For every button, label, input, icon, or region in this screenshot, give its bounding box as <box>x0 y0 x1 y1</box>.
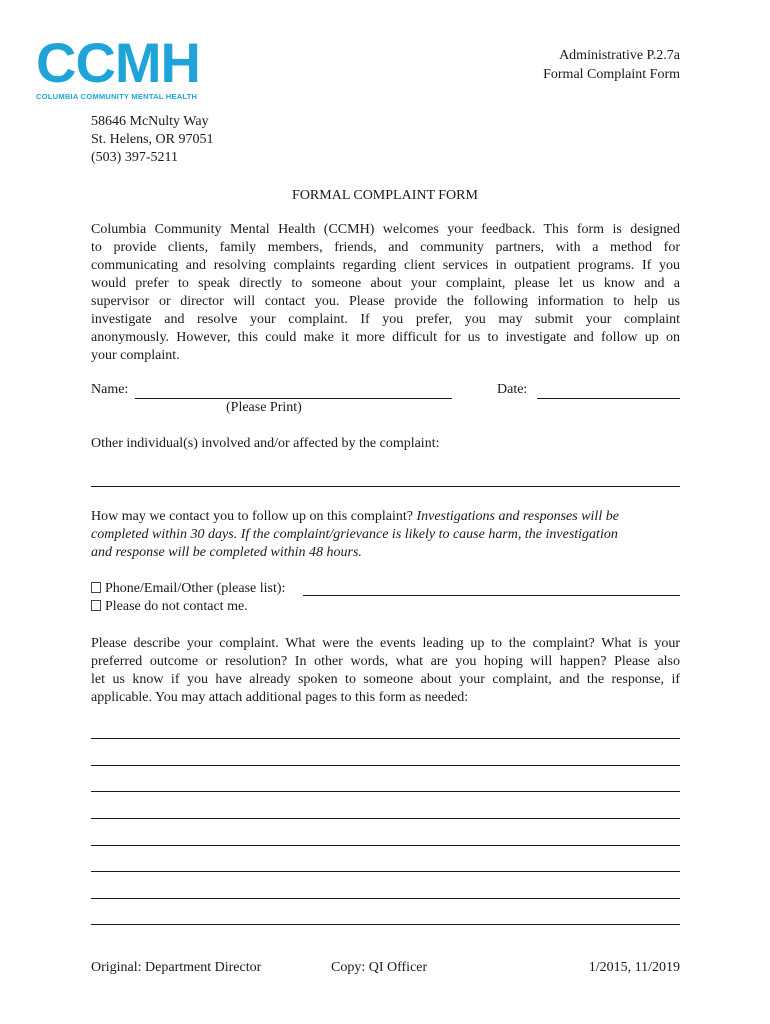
no-contact-checkbox[interactable] <box>91 600 101 611</box>
description-line[interactable] <box>91 791 680 792</box>
ccmh-logo <box>36 31 200 106</box>
option-no-contact-label: Please do not contact me. <box>105 599 248 614</box>
describe-paragraph <box>91 635 680 707</box>
describe-line: applicable. You may attach additional pages to this form as needed: <box>91 690 469 705</box>
footer-copy: Copy: QI Officer <box>331 960 428 975</box>
address-phone: (503) 397-5211 <box>91 150 178 165</box>
intro-line: investigate and resolve your complaint. If you prefer, you may submit your complaint <box>91 312 680 327</box>
describe-line: Please describe your complaint. What were the events leading up to the complaint? What is your <box>91 636 680 651</box>
contact-note-3: and response will be completed within 48 hours. <box>91 545 362 560</box>
option-no-contact-row <box>91 598 285 616</box>
intro-line: your complaint. <box>91 348 180 363</box>
name-field[interactable] <box>135 398 452 399</box>
option-contact-row <box>91 580 285 598</box>
name-hint: (Please Print) <box>226 400 302 415</box>
contact-checkbox[interactable] <box>91 582 101 593</box>
contact-options <box>91 580 285 616</box>
intro-line: would prefer to speak directly to someone about your complaint, please let us know and a <box>91 276 680 291</box>
contact-question-block <box>91 508 680 562</box>
date-field[interactable] <box>537 398 680 399</box>
others-field[interactable] <box>91 486 680 487</box>
intro-line: anonymously. However, this could make it more difficult for us to investigate and follow up on <box>91 330 680 345</box>
footer-dates: 1/2015, 11/2019 <box>588 960 680 975</box>
address-street: 58646 McNulty Way <box>91 114 209 129</box>
intro-line: to provide clients, family members, friends, and community partners, with a method for <box>91 240 680 255</box>
date-label: Date: <box>497 382 528 397</box>
logo-tagline: COLUMBIA COMMUNITY MENTAL HEALTH <box>36 92 198 101</box>
document-header <box>543 46 680 84</box>
describe-line: preferred outcome or resolution? In other words, what are you hoping will happen? Please also <box>91 654 680 669</box>
name-label: Name: <box>91 382 129 397</box>
intro-line: communicating and resolving complaints regarding client services in outpatient programs. If you <box>91 258 680 273</box>
logo-letters: CCMH <box>36 31 200 94</box>
footer-original: Original: Department Director <box>91 960 262 975</box>
description-line[interactable] <box>91 738 680 739</box>
option-contact-label: Phone/Email/Other (please list): <box>105 581 286 596</box>
contact-note-1: Investigations and responses will be <box>416 509 619 524</box>
others-label: Other individual(s) involved and/or affected by the complaint: <box>91 436 440 451</box>
description-line[interactable] <box>91 871 680 872</box>
contact-note-2: completed within 30 days. If the complaint/grievance is likely to cause harm, the investigation <box>91 527 618 542</box>
form-title: FORMAL COMPLAINT FORM <box>292 188 478 203</box>
document-name: Formal Complaint Form <box>543 67 680 82</box>
address-city: St. Helens, OR 97051 <box>91 132 214 147</box>
intro-line: supervisor or director will contact you. Please provide the following information to help us <box>91 294 680 309</box>
intro-paragraph <box>91 221 680 365</box>
description-line[interactable] <box>91 765 680 766</box>
intro-line: Columbia Community Mental Health (CCMH) welcomes your feedback. This form is designed <box>91 222 680 237</box>
document-code: Administrative P.2.7a <box>559 48 680 63</box>
contact-method-field[interactable] <box>303 595 680 596</box>
description-line[interactable] <box>91 845 680 846</box>
description-line[interactable] <box>91 924 680 925</box>
description-line[interactable] <box>91 898 680 899</box>
contact-question: How may we contact you to follow up on this complaint? <box>91 509 417 524</box>
address-block <box>91 113 214 167</box>
description-line[interactable] <box>91 818 680 819</box>
describe-line: let us know if you have already spoken to someone about your complaint, and the response, if <box>91 672 680 687</box>
